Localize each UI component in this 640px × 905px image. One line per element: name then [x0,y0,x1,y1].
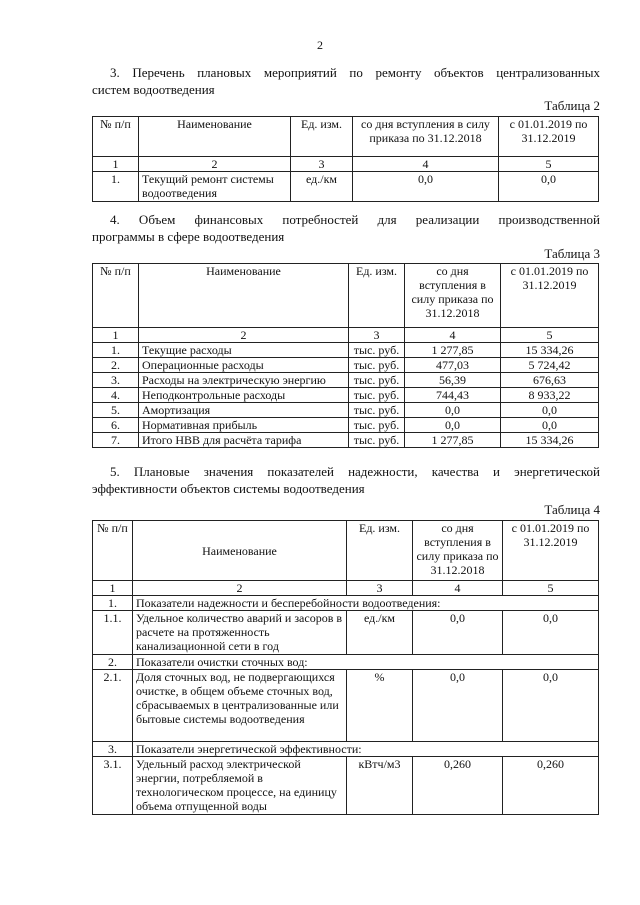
table2-num-cell: 5 [499,157,599,172]
table3 [92,263,599,448]
table2-header-cell: с 01.01.2019 по 31.12.2019 [499,117,599,157]
table3-cell: Нормативная прибыль [139,418,349,433]
table4-group-row [93,655,599,670]
section3-heading-line1: 3. Перечень плановых мероприятий по ремонту объектов централизованных [110,65,600,80]
table4-cell: 0,260 [503,757,599,815]
table-row [93,611,599,655]
table3-cell: 1. [93,343,139,358]
table3-cell: 5. [93,403,139,418]
table3-cell: 676,63 [501,373,599,388]
table3-cell: 6. [93,418,139,433]
table4-cell: 2.1. [93,670,133,742]
table3-header-cell: с 01.01.2019 по 31.12.2019 [501,264,599,328]
table3-cell: 56,39 [405,373,501,388]
table3-cell: 2. [93,358,139,373]
table2-cell: Текущий ремонт системы водоотведения [139,172,291,202]
table-row [93,757,599,815]
table-row [93,433,599,448]
table3-numbering-row [93,328,599,343]
table3-cell: Операционные расходы [139,358,349,373]
table4-group-row [93,742,599,757]
table4-cell: % [347,670,413,742]
table2-header-row [93,117,599,157]
table4-cell: Доля сточных вод, не подвергающихся очистке, в общем объеме сточных вод, сбрасываемых в централизованные или бытовые системы водоотведения [133,670,347,742]
table-row [93,373,599,388]
table4-header-cell: с 01.01.2019 по 31.12.2019 [503,521,599,581]
table-row [93,172,599,202]
table2-num-cell: 2 [139,157,291,172]
table3-num-cell: 3 [349,328,405,343]
section3-heading-line2: систем водоотведения [92,82,215,97]
table3-cell: Текущие расходы [139,343,349,358]
table3-header-cell: Наименование [139,264,349,328]
table3-cell: тыс. руб. [349,343,405,358]
table-row [93,403,599,418]
section4-heading [92,211,600,245]
table4-numbering-row [93,581,599,596]
table3-header-cell: № п/п [93,264,139,328]
table3-cell: 0,0 [405,418,501,433]
table3-cell: тыс. руб. [349,388,405,403]
table-row [93,388,599,403]
table4-group-num: 2. [93,655,133,670]
table3-cell: тыс. руб. [349,418,405,433]
table4-num-cell: 1 [93,581,133,596]
table3-cell: 1 277,85 [405,433,501,448]
table4-num-cell: 5 [503,581,599,596]
table4-cell: 0,0 [503,611,599,655]
table3-cell: тыс. руб. [349,403,405,418]
table4-cell: кВтч/м3 [347,757,413,815]
table4-cell: 0,0 [413,670,503,742]
table2-num-cell: 3 [291,157,353,172]
table4-group-label: Показатели очистки сточных вод: [133,655,599,670]
table2-header-cell: Наименование [139,117,291,157]
table3-header-cell: со дня вступления в силу приказа по 31.12.2018 [405,264,501,328]
table4-header-cell: Наименование [133,521,347,581]
table3-cell: 0,0 [501,403,599,418]
table3-cell: 0,0 [405,403,501,418]
table3-cell: 5 724,42 [501,358,599,373]
table4-cell: 3.1. [93,757,133,815]
table3-num-cell: 5 [501,328,599,343]
table4-cell: 0,0 [413,611,503,655]
table2-header-cell: Ед. изм. [291,117,353,157]
table4-caption: Таблица 4 [544,502,600,517]
table3-cell: тыс. руб. [349,373,405,388]
table4-group-row [93,596,599,611]
table3-cell: 4. [93,388,139,403]
section5-heading-line1: 5. Плановые значения показателей надежности, качества и энергетической [110,464,600,479]
table4-header-cell: Ед. изм. [347,521,413,581]
table3-cell: тыс. руб. [349,433,405,448]
table4-num-cell: 3 [347,581,413,596]
table2-cell: ед./км [291,172,353,202]
table-row [93,343,599,358]
table2-numbering-row [93,157,599,172]
table4-cell: 0,260 [413,757,503,815]
table4-cell: 0,0 [503,670,599,742]
table3-cell: 477,03 [405,358,501,373]
table4-header-cell: со дня вступления в силу приказа по 31.12.2018 [413,521,503,581]
table3-caption: Таблица 3 [544,246,600,261]
section3-heading [92,64,600,98]
table3-cell: 1 277,85 [405,343,501,358]
table3-cell: Неподконтрольные расходы [139,388,349,403]
table4-header-cell: № п/п [93,521,133,581]
table3-header-cell: Ед. изм. [349,264,405,328]
table2-cell: 1. [93,172,139,202]
table3-header-row [93,264,599,328]
table3-cell: 7. [93,433,139,448]
table4-cell: ед./км [347,611,413,655]
table4-group-label: Показатели энергетической эффективности: [133,742,599,757]
table2-num-cell: 1 [93,157,139,172]
table3-num-cell: 4 [405,328,501,343]
table4-group-label: Показатели надежности и бесперебойности водоотведения: [133,596,599,611]
table2-cell: 0,0 [353,172,499,202]
table3-num-cell: 1 [93,328,139,343]
table3-cell: 3. [93,373,139,388]
table4-num-cell: 4 [413,581,503,596]
table3-cell: 8 933,22 [501,388,599,403]
table2-header-cell: со дня вступления в силу приказа по 31.12.2018 [353,117,499,157]
section4-heading-line2: программы в сфере водоотведения [92,229,285,244]
table3-cell: Амортизация [139,403,349,418]
table3-num-cell: 2 [139,328,349,343]
table3-cell: Итого НВВ для расчёта тарифа [139,433,349,448]
table3-cell: 744,43 [405,388,501,403]
table4 [92,520,599,815]
table4-cell: Удельное количество аварий и засоров в расчете на протяженность канализационной сети в год [133,611,347,655]
table3-cell: Расходы на электрическую энергию [139,373,349,388]
table3-cell: 0,0 [501,418,599,433]
table2-num-cell: 4 [353,157,499,172]
table3-cell: тыс. руб. [349,358,405,373]
table4-cell: 1.1. [93,611,133,655]
table3-cell: 15 334,26 [501,433,599,448]
table4-num-cell: 2 [133,581,347,596]
table4-cell: Удельный расход электрической энергии, потребляемой в технологическом процессе, на единицу объема отпущенной воды [133,757,347,815]
table2 [92,116,599,202]
table4-group-num: 3. [93,742,133,757]
table-row [93,670,599,742]
table2-caption: Таблица 2 [544,98,600,113]
table-row [93,418,599,433]
section5-heading-line2: эффективности объектов системы водоотведения [92,481,365,496]
page-number: 2 [317,38,323,52]
table4-header-row [93,521,599,581]
table2-cell: 0,0 [499,172,599,202]
section5-heading [92,463,600,497]
table2-header-cell: № п/п [93,117,139,157]
section4-heading-line1: 4. Объем финансовых потребностей для реализации производственной [110,212,600,227]
table-row [93,358,599,373]
table4-group-num: 1. [93,596,133,611]
table3-cell: 15 334,26 [501,343,599,358]
